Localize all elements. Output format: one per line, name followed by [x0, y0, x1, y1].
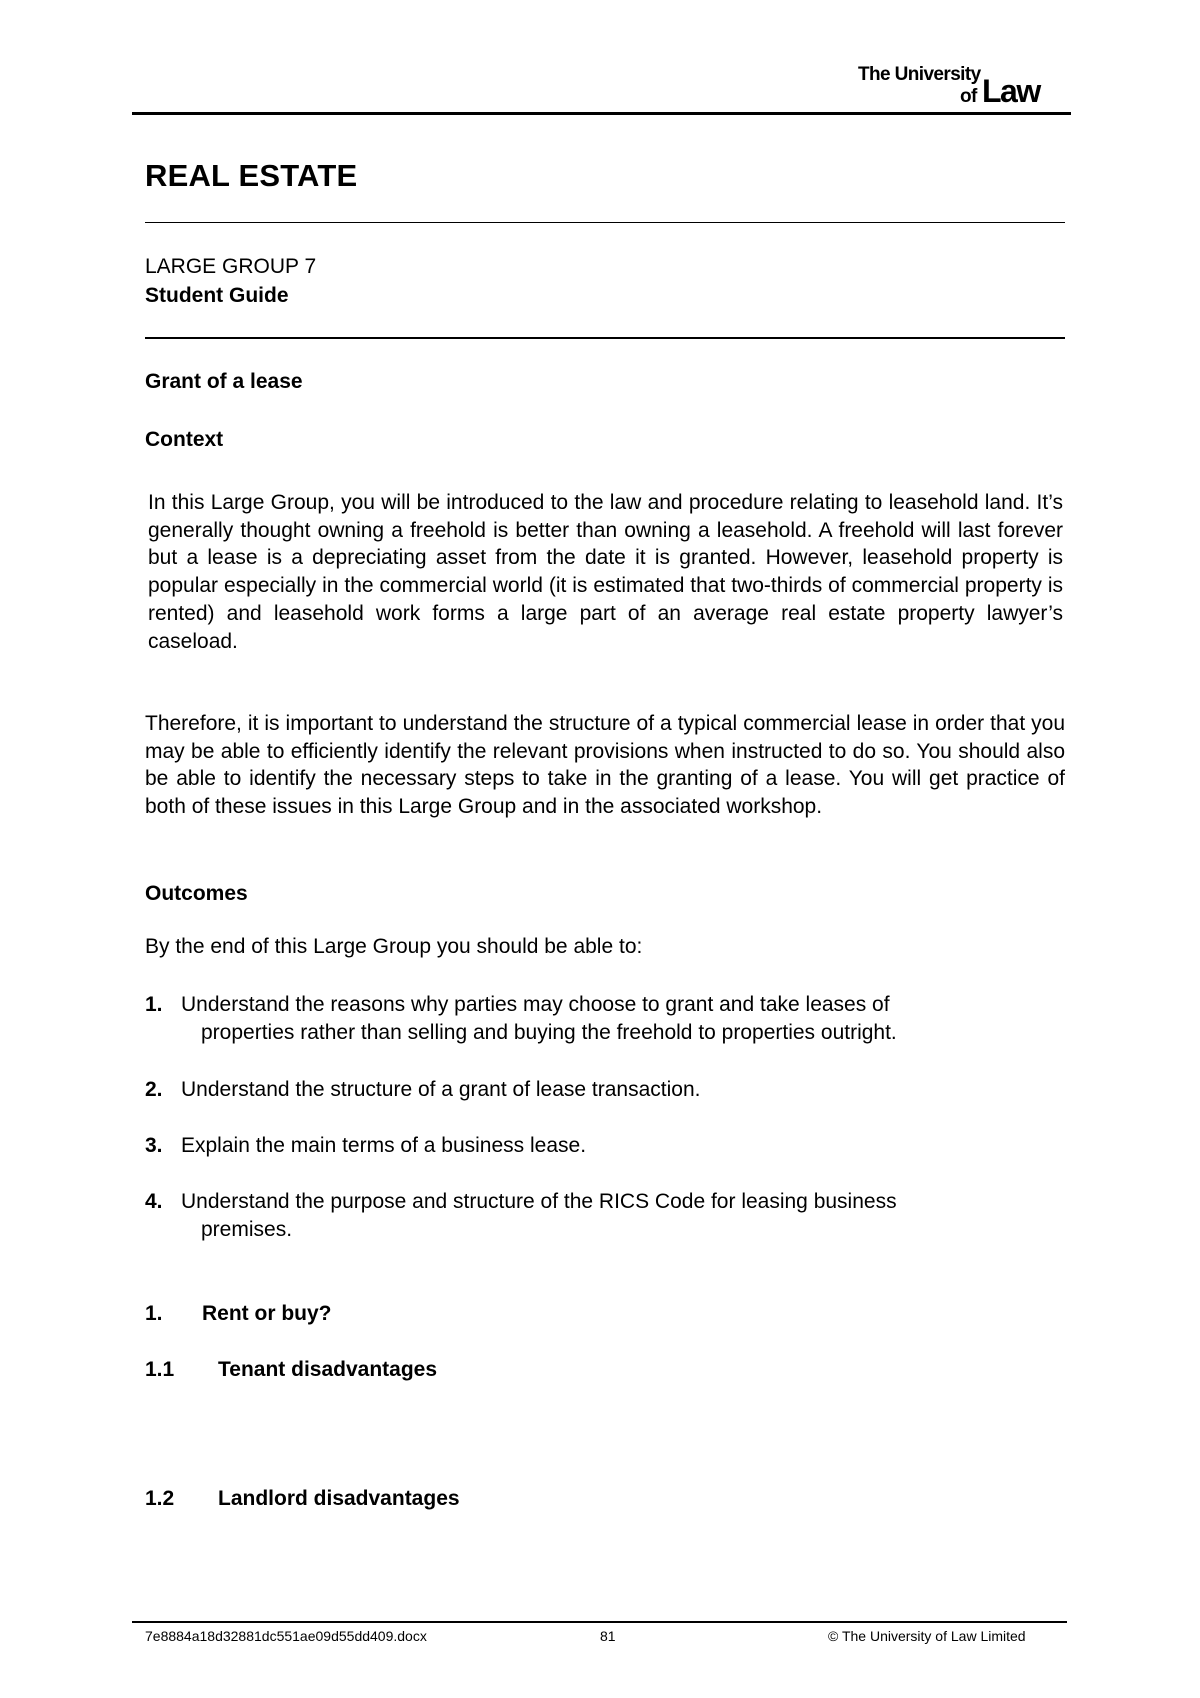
- outcome-text: Understand the structure of a grant of lease transaction.: [181, 1078, 701, 1101]
- section-title: Landlord disadvantages: [218, 1487, 460, 1510]
- outcome-number: 3.: [145, 1134, 163, 1157]
- outcomes-intro: By the end of this Large Group you should be able to:: [145, 935, 643, 958]
- outcome-text-continued: premises.: [201, 1217, 293, 1241]
- subtitle-student-guide: Student Guide: [145, 284, 289, 307]
- outcomes-heading: Outcomes: [145, 882, 248, 905]
- outcome-item: [145, 1132, 1065, 1160]
- logo-text-university: The University: [858, 64, 981, 85]
- outcome-text-continued: properties rather than selling and buying the freehold to properties outright.: [201, 1020, 897, 1044]
- outcome-number: 1.: [145, 993, 163, 1016]
- context-heading: Context: [145, 428, 224, 451]
- section-landlord-disadvantages: [145, 1487, 460, 1511]
- header-rule: [132, 112, 1071, 115]
- section-number: 1.1: [145, 1358, 175, 1381]
- outcome-item: [145, 991, 1065, 1046]
- section-number: 1.: [145, 1302, 163, 1325]
- section-tenant-disadvantages: [145, 1358, 437, 1382]
- document-subtitle: [145, 252, 316, 310]
- subtitle-divider: [145, 337, 1065, 339]
- context-paragraph-1: In this Large Group, you will be introduced to the law and procedure relating to leasehold land. It’s generally thought owning a freehold is better than owning a leasehold. A freehold will last forever but a lease is a depreciating asset from the date it is granted. However, leasehold property is popular especially in the commercial world (it is estimated that two-thirds of commercial property is rented) and leasehold work forms a large part of an average real estate property lawyer’s caseload.: [148, 491, 1063, 653]
- section-title: Rent or buy?: [202, 1302, 332, 1325]
- context-paragraph-2: Therefore, it is important to understand the structure of a typical commercial lease in order that you may be able to efficiently identify the relevant provisions when instructed to do so. You should also be able to identify the necessary steps to take in the granting of a lease. You will get practice of both of these issues in this Large Group and in the associated workshop.: [145, 712, 1065, 819]
- footer-filename: 7e8884a18d32881dc551ae09d55dd409.docx: [145, 1628, 427, 1644]
- outcome-number: 4.: [145, 1190, 163, 1213]
- footer-copyright: © The University of Law Limited: [828, 1628, 1026, 1644]
- outcome-text: Explain the main terms of a business lease.: [181, 1134, 587, 1157]
- document-title: REAL ESTATE: [145, 158, 358, 193]
- outcome-text: Understand the reasons why parties may choose to grant and take leases of: [181, 993, 890, 1016]
- university-logo: [856, 62, 1062, 108]
- footer-page-number: 81: [600, 1628, 616, 1644]
- outcome-item: [145, 1188, 1065, 1243]
- outcome-item: [145, 1076, 1065, 1104]
- section-heading-grant: Grant of a lease: [145, 370, 303, 393]
- footer-rule: [132, 1621, 1067, 1623]
- title-divider: [145, 222, 1065, 223]
- outcome-number: 2.: [145, 1078, 163, 1101]
- section-rent-or-buy: [145, 1302, 332, 1326]
- logo-text-of: of: [960, 86, 977, 107]
- logo-text-law: Law: [982, 73, 1040, 108]
- section-title: Tenant disadvantages: [218, 1358, 438, 1381]
- subtitle-large-group: LARGE GROUP 7: [145, 255, 317, 278]
- outcome-text: Understand the purpose and structure of the RICS Code for leasing business: [181, 1190, 897, 1213]
- section-number: 1.2: [145, 1487, 175, 1510]
